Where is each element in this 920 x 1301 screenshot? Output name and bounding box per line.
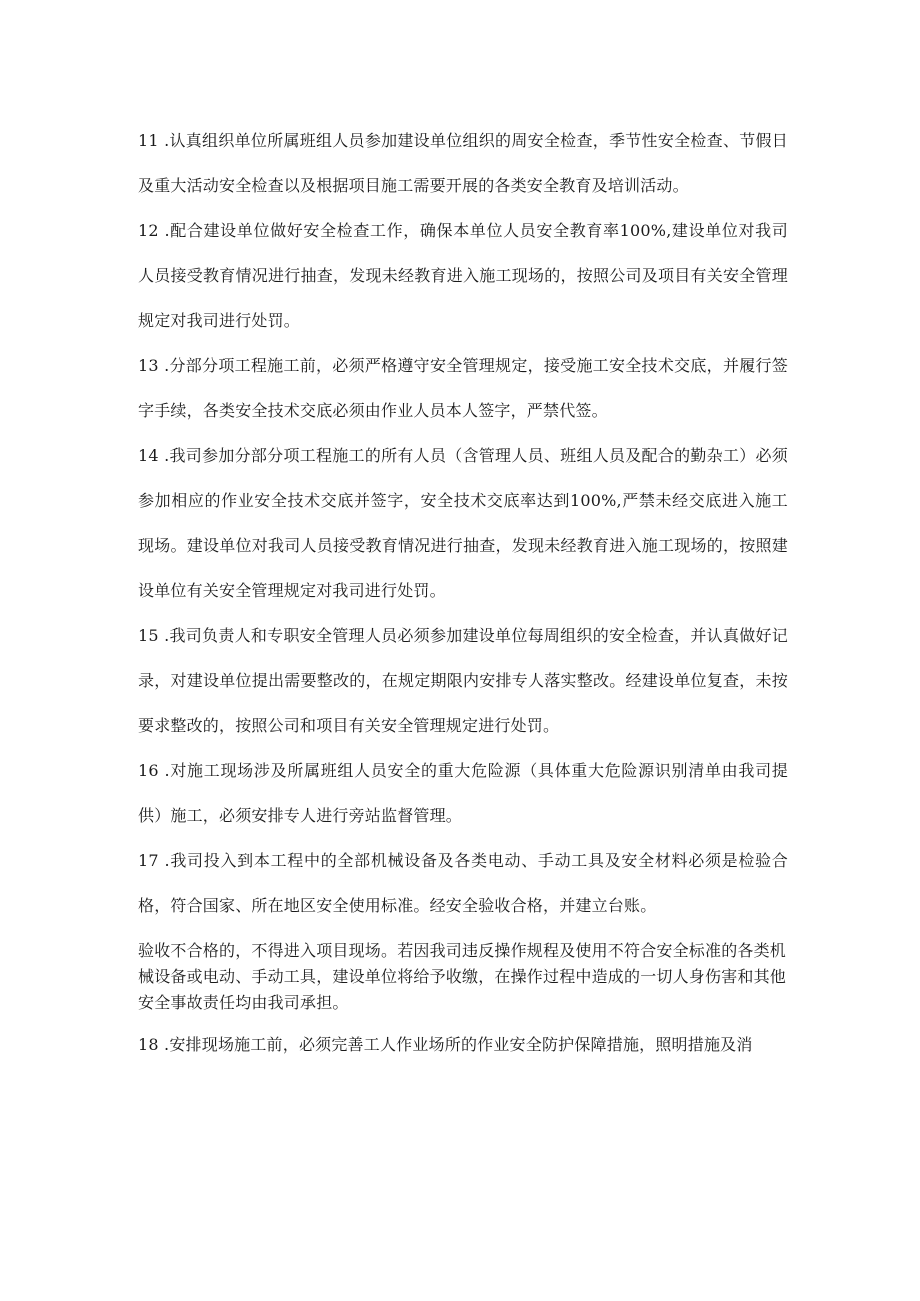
clause-number: 12 (138, 221, 159, 240)
clause-text: .我司投入到本工程中的全部机械设备及各类电动、手动工具及安全材料必须是检验合格，符合国家、所在地区安全使用标准。经安全验收合格，并建立台账。 (138, 851, 788, 915)
clause-12 (138, 208, 788, 343)
clause-text: .分部分项工程施工前，必须严格遵守安全管理规定，接受施工安全技术交底，并履行签字手续，各类安全技术交底必须由作业人员本人签字，严禁代签。 (138, 356, 788, 420)
clause-number: 13 (138, 356, 159, 375)
clause-number: 16 (138, 761, 159, 780)
clause-number: 15 (138, 626, 159, 645)
clause-18 (138, 1022, 788, 1067)
clause-16 (138, 748, 788, 838)
clause-text: .我司负责人和专职安全管理人员必须参加建设单位每周组织的安全检查，并认真做好记录，对建设单位提出需要整改的，在规定期限内安排专人落实整改。经建设单位复查，未按要求整改的，按照公司和项目有关安全管理规定进行处罚。 (138, 626, 788, 735)
document-page (138, 118, 788, 1067)
clause-number: 17 (138, 851, 159, 870)
clause-text: .我司参加分部分项工程施工的所有人员（含管理人员、班组人员及配合的勤杂工）必须参加相应的作业安全技术交底并签字，安全技术交底率达到100%,严禁未经交底进入施工现场。建设单位对我司人员接受教育情况进行抽查，发现未经教育进入施工现场的，按照建设单位有关安全管理规定对我司进行处罚。 (138, 446, 788, 600)
clause-number: 18 (138, 1035, 159, 1054)
clause-text: .认真组织单位所属班组人员参加建设单位组织的周安全检查，季节性安全检查、节假日及重大活动安全检查以及根据项目施工需要开展的各类安全教育及培训活动。 (138, 131, 788, 195)
clause-number: 14 (138, 446, 159, 465)
clause-number: 11 (138, 131, 159, 150)
clause-13 (138, 343, 788, 433)
clause-14 (138, 433, 788, 613)
clause-15 (138, 613, 788, 748)
clause-text: .对施工现场涉及所属班组人员安全的重大危险源（具体重大危险源识别清单由我司提供）施工，必须安排专人进行旁站监督管理。 (138, 761, 788, 825)
clause-text: .安排现场施工前，必须完善工人作业场所的作业安全防护保障措施，照明措施及消 (158, 1035, 753, 1054)
clause-text: .配合建设单位做好安全检查工作，确保本单位人员安全教育率100%,建设单位对我司人员接受教育情况进行抽查，发现未经教育进入施工现场的，按照公司及项目有关安全管理规定对我司进行处罚。 (138, 221, 788, 330)
clause-17 (138, 838, 788, 928)
clause-17-continuation: 验收不合格的，不得进入项目现场。若因我司违反操作规程及使用不符合安全标准的各类机械设备或电动、手动工具，建设单位将给予收缴，在操作过程中造成的一切人身伤害和其他安全事故责任均由我司承担。 (138, 941, 787, 1012)
clause-11 (138, 118, 788, 208)
